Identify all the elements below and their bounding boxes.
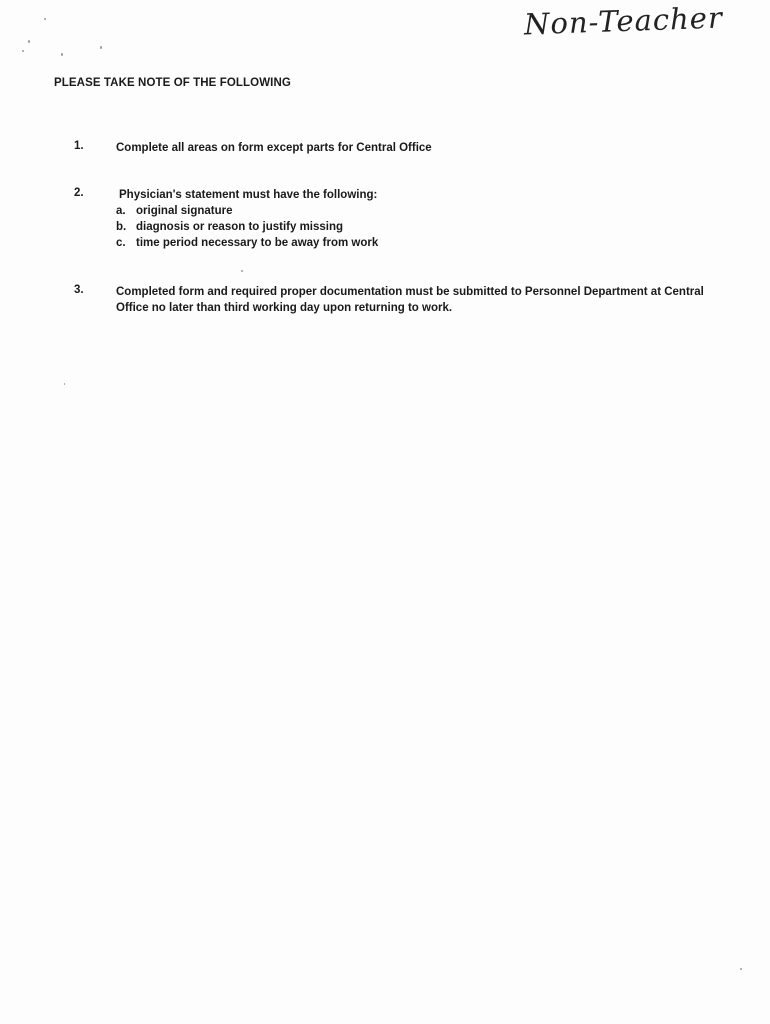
sub-item-letter: c. (116, 237, 126, 249)
sub-item-letter: a. (116, 205, 126, 217)
item-number: 3. (74, 284, 84, 296)
scan-speck (100, 46, 102, 49)
item-text-line-1: Completed form and required proper documentation must be submitted to Personnel Department at Central (116, 286, 704, 298)
scan-speck (740, 968, 742, 970)
item-number: 2. (74, 187, 84, 199)
sub-item-b (116, 219, 343, 235)
handwritten-annotation: Non-Teacher (523, 0, 724, 42)
scan-speck (241, 270, 243, 272)
sub-item-text: diagnosis or reason to justify missing (136, 221, 344, 233)
scan-speck (61, 53, 63, 56)
item-text-line-2: Office no later than third working day upon returning to work. (116, 302, 453, 314)
item-text: Complete all areas on form except parts for Central Office (116, 142, 432, 154)
sub-item-letter: b. (116, 221, 127, 233)
item-text: Physician's statement must have the following: (119, 189, 378, 201)
scan-speck (64, 383, 65, 385)
sub-item-c (116, 235, 378, 251)
scan-speck (22, 50, 24, 52)
scan-speck (44, 18, 46, 20)
scan-speck (28, 40, 30, 43)
sub-item-text: original signature (136, 205, 233, 217)
sub-item-text: time period necessary to be away from work (136, 237, 379, 249)
item-number: 1. (74, 140, 84, 152)
page-heading: PLEASE TAKE NOTE OF THE FOLLOWING (54, 77, 291, 89)
sub-item-a (116, 203, 233, 219)
